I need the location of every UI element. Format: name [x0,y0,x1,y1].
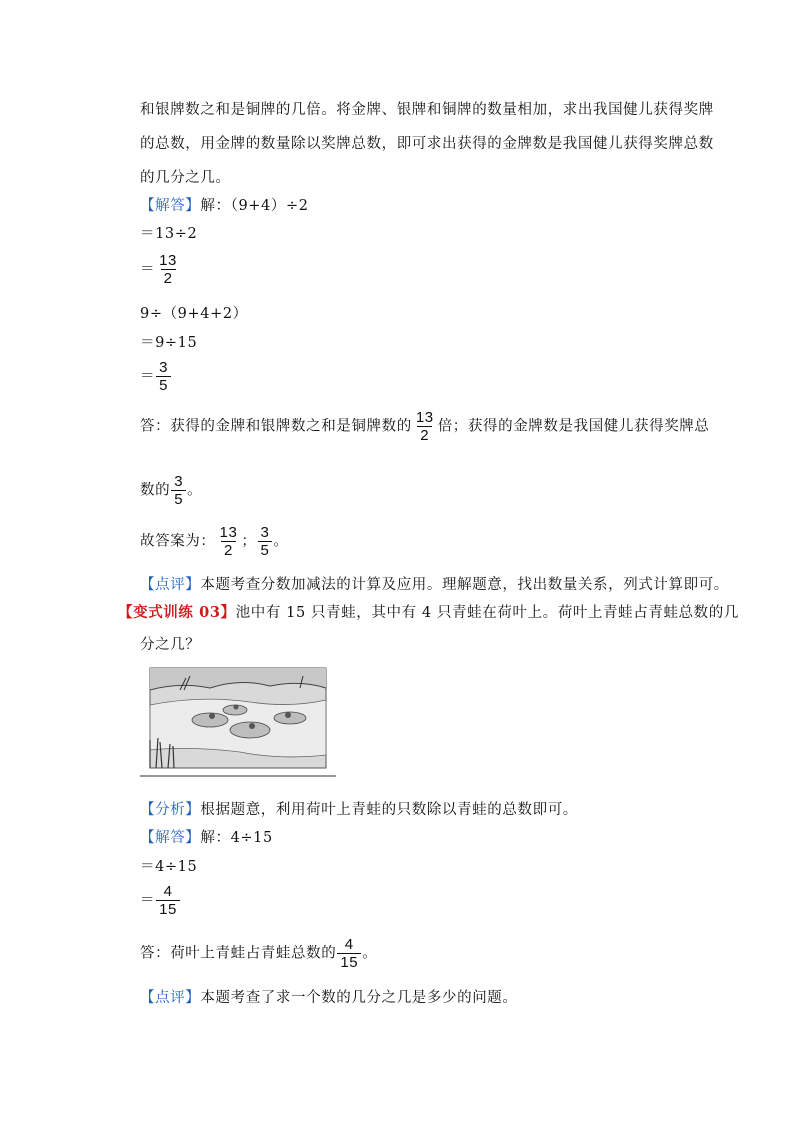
fraction-denominator: 2 [221,541,236,559]
fraction-3-5 [171,473,186,508]
answer-1-line-2 [140,473,202,508]
answer-2-text: 答：荷叶上青蛙占青蛙总数的 [140,945,337,962]
solution-1-expression: 解：（9+4）÷2 [200,198,309,214]
analysis-2 [140,798,578,819]
fraction-numerator: 3 [260,524,270,541]
exercise-tag: 【变式训练 03】 [118,604,236,621]
frog-pond-illustration [140,660,336,778]
solution-1-intro [140,194,309,215]
analysis-line-2: 的总数，用金牌的数量除以奖牌总数，即可求出获得的金牌数是我国健儿获得奖牌总数 [140,136,714,152]
analysis-line-3: 的几分之几。 [140,170,231,186]
period: 。 [362,945,378,962]
separator: ； [241,533,257,550]
period: 。 [187,482,203,499]
fraction-13-2 [413,409,437,444]
fraction-3-5 [156,359,171,394]
solution-2-intro [140,826,273,847]
solution-tag: 【解答】 [140,198,201,214]
analysis-line-1: 和银牌数之和是铜牌的几倍。将金牌、银牌和铜牌的数量相加，求出我国健儿获得奖牌 [140,102,714,118]
fraction-numerator: 13 [159,252,177,269]
comment-tag: 【点评】 [140,577,201,593]
fraction-numerator: 4 [344,936,354,953]
exercise-line-2: 分之几？ [140,637,201,653]
equals-sign: ＝ [140,368,156,385]
fraction-denominator: 2 [417,426,432,444]
fraction-denominator: 15 [156,900,180,918]
fraction-4-15 [156,883,180,918]
comment-tag: 【点评】 [140,990,201,1006]
solution-1-step-3: 9÷（9+4+2） [140,306,248,322]
fraction-denominator: 5 [171,490,186,508]
final-answer-line [140,524,289,559]
equals-sign: ＝ [140,892,156,909]
fraction-numerator: 3 [159,359,169,376]
solution-1-step-2 [140,252,181,287]
fraction-denominator: 5 [258,541,273,559]
comment-2-text: 本题考查了求一个数的几分之几是多少的问题。 [200,990,518,1006]
fraction-denominator: 5 [156,376,171,394]
answer-1-text-a: 答：获得的金牌和银牌数之和是铜牌数的 [140,418,412,435]
answer-1-line-1 [140,409,710,444]
fraction-13-2 [156,252,180,287]
fraction-numerator: 3 [174,473,184,490]
solution-2-step-1: ＝4÷15 [140,859,198,875]
analysis-2-text: 根据题意，利用荷叶上青蛙的只数除以青蛙的总数即可。 [200,802,578,818]
equals-sign: ＝ [140,261,156,278]
analysis-tag: 【分析】 [140,802,201,818]
final-answer-label: 故答案为： [140,533,216,550]
fraction-denominator: 15 [337,953,361,971]
solution-1-step-5 [140,359,172,394]
fraction-4-15 [337,936,361,971]
period: 。 [273,533,289,550]
fraction-numerator: 13 [219,524,238,541]
comment-2 [140,986,518,1007]
fraction-3-5 [258,524,273,559]
comment-1 [140,573,729,594]
solution-2-step-2 [140,883,181,918]
solution-1-step-1: ＝13÷2 [140,226,198,242]
exercise-text-1: 池中有 15 只青蛙，其中有 4 只青蛙在荷叶上。荷叶上青蛙占青蛙总数的几 [235,605,739,621]
solution-2-expression: 解：4÷15 [200,830,273,846]
exercise-line-1 [118,601,739,622]
fraction-numerator: 13 [415,409,434,426]
answer-1-text-c: 数的 [140,482,171,499]
answer-2 [140,936,377,971]
solution-tag: 【解答】 [140,830,201,846]
fraction-denominator: 2 [161,269,176,287]
comment-1-text: 本题考查分数加减法的计算及应用。理解题意，找出数量关系，列式计算即可。 [200,577,729,593]
solution-1-step-4: ＝9÷15 [140,335,198,351]
answer-1-text-b: 倍；获得的金牌数是我国健儿获得奖牌总 [437,418,710,435]
fraction-numerator: 4 [163,883,173,900]
fraction-13-2 [217,524,241,559]
